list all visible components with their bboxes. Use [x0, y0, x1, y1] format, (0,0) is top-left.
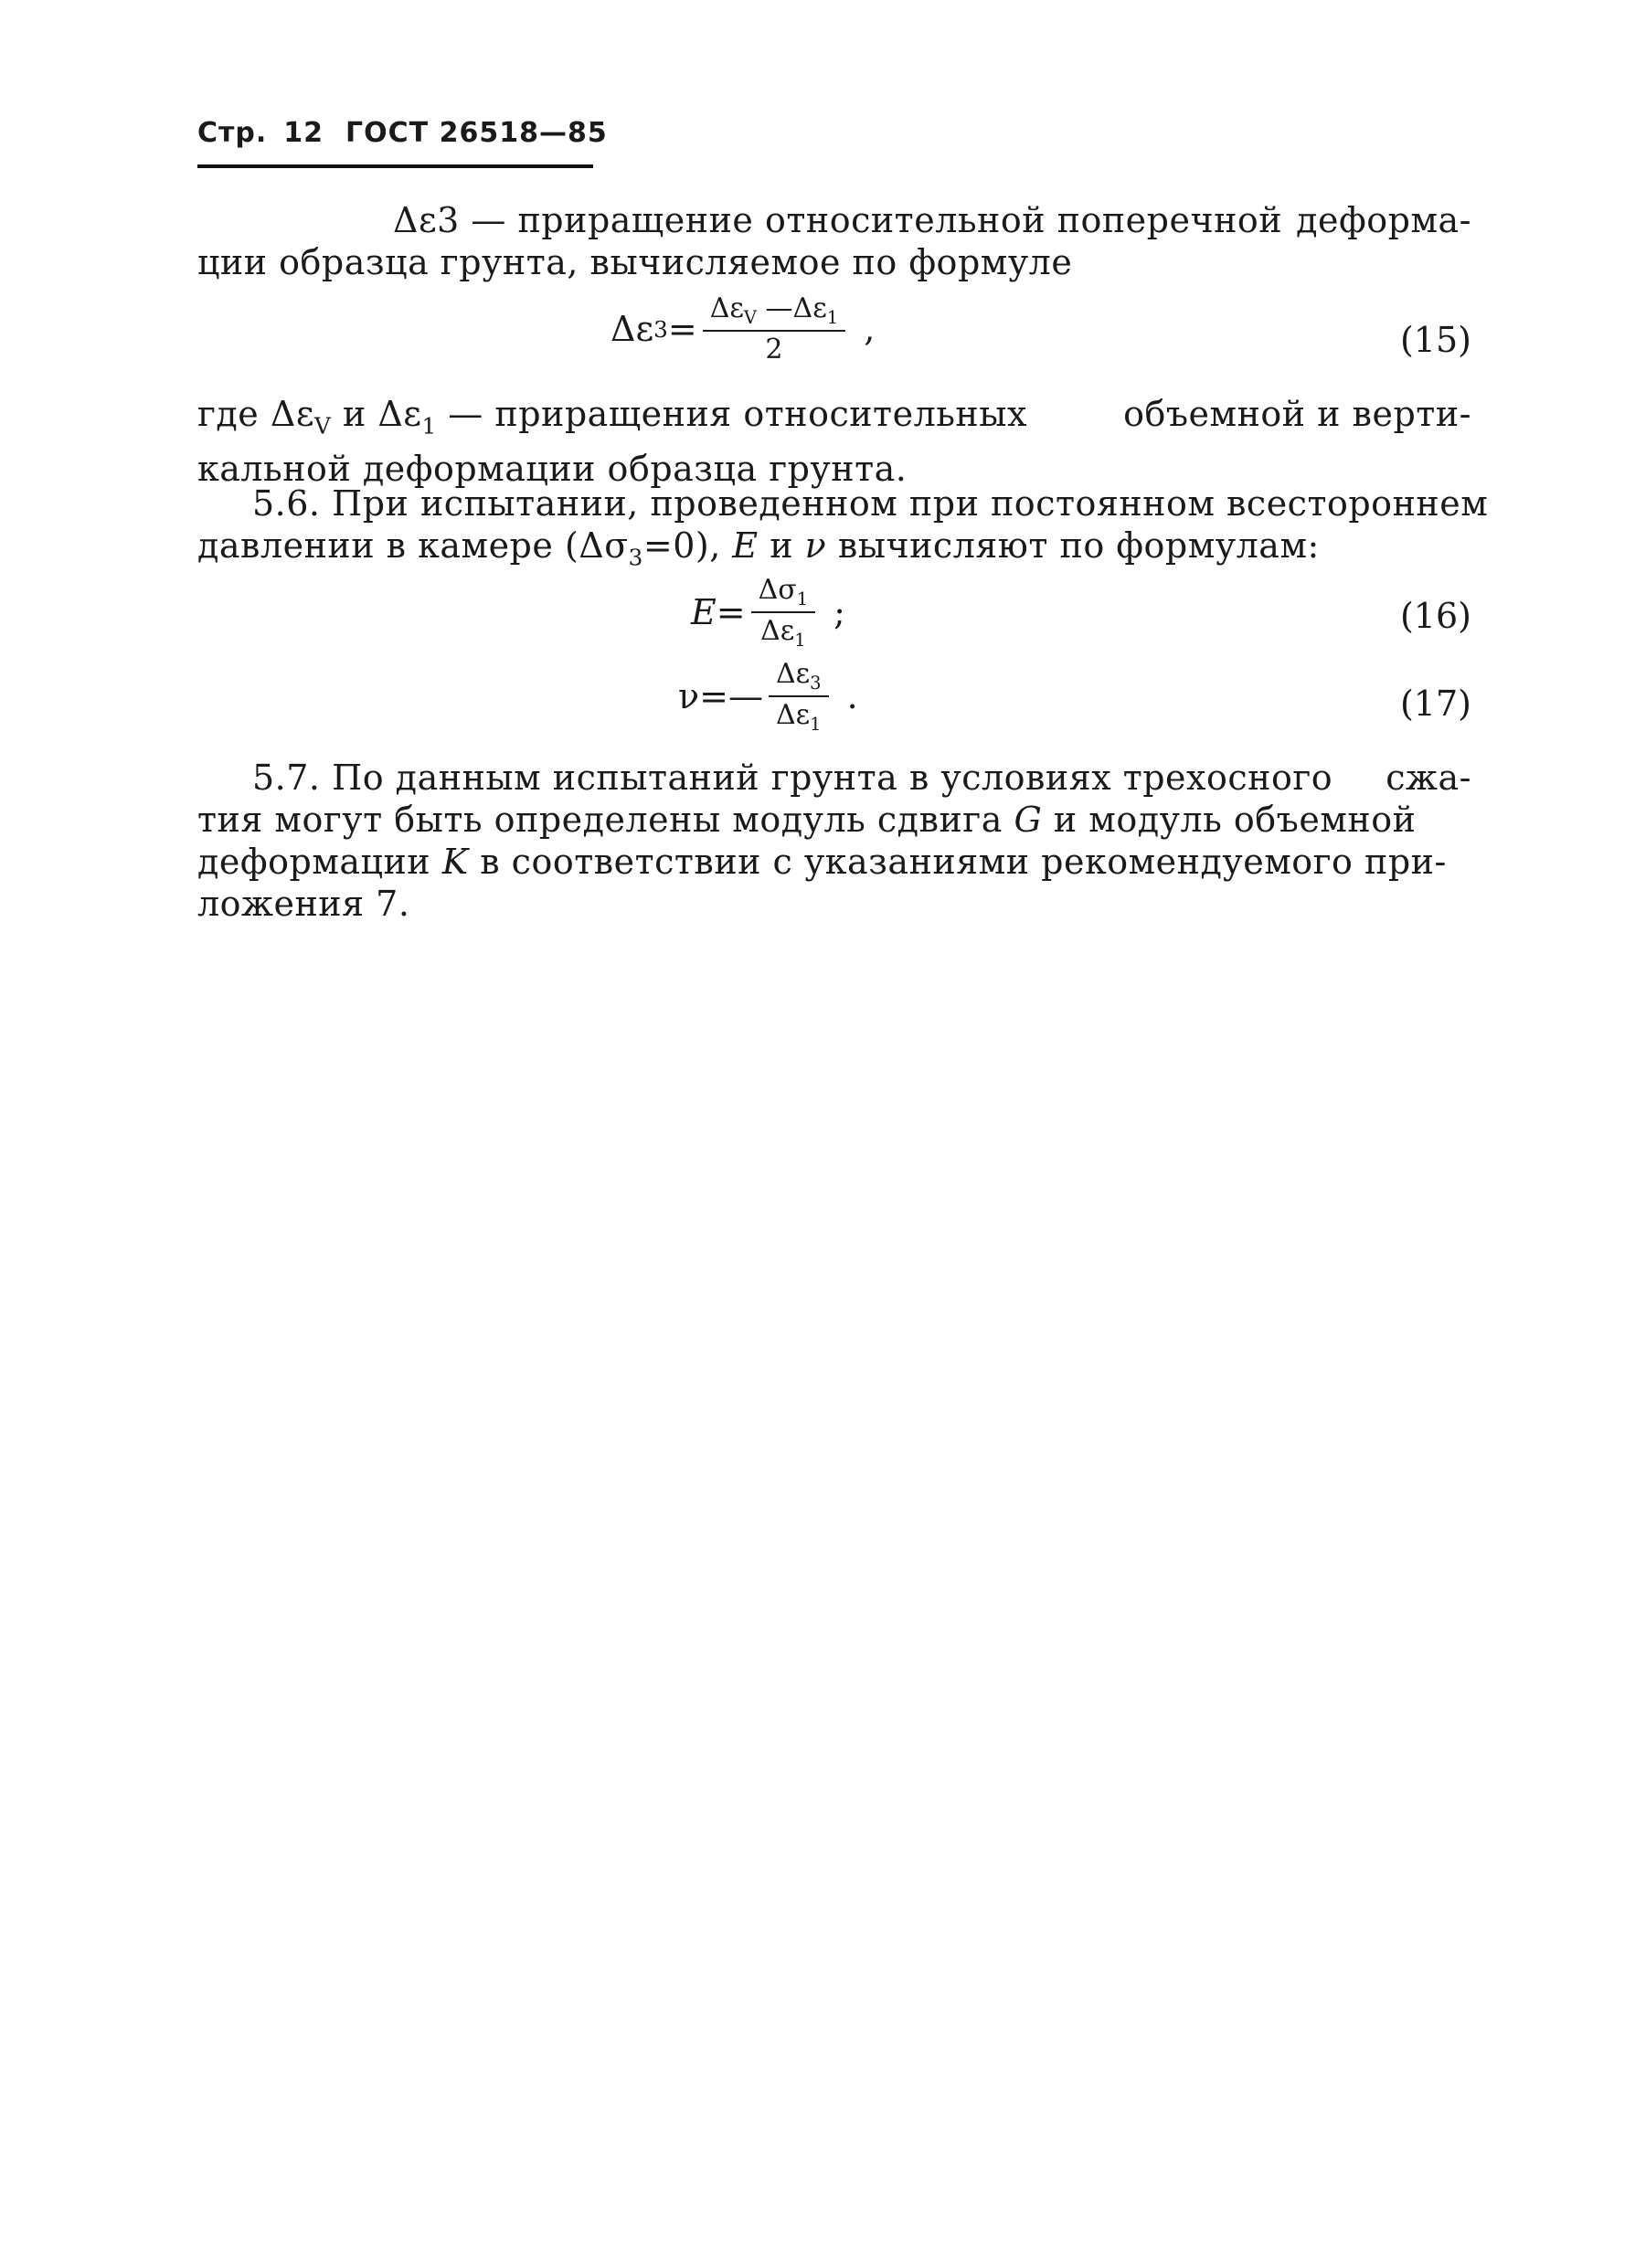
- fraction-bar: [751, 611, 816, 613]
- fraction-bar: [703, 330, 845, 332]
- text-line: давлении в камере $(\Delta\sigma_3=0)$, E и ν вычисляют по формулам:: [197, 525, 1320, 571]
- text-line: где $\Delta\varepsilon_V$ и $\Delta\varepsilon_1$ — приращения относительных объемной и верти-: [197, 394, 1471, 440]
- paragraph-5-6: [197, 482, 1489, 579]
- paragraph-where: [197, 393, 1471, 490]
- text-line: Δε3 — приращение относительной поперечной деформа-: [393, 200, 1471, 240]
- equation-number-15: (15): [1399, 320, 1471, 360]
- formula-17: ν =— $\frac{\Delta\varepsilon_3}{\Delta\varepsilon_1}$ .: [678, 658, 858, 735]
- equation-number-17: (17): [1399, 684, 1471, 724]
- fraction: $\frac{\Delta\varepsilon_V —\Delta\varepsilon_1}{2}$: [703, 292, 845, 366]
- equation-number-16: (16): [1399, 596, 1471, 636]
- paragraph-5-7: [197, 757, 1471, 925]
- equation-17: [197, 658, 1471, 740]
- fraction-bar: [769, 695, 829, 697]
- text-line: ложения 7.: [197, 884, 410, 924]
- standard-number: ГОСТ 26518—85: [345, 117, 608, 149]
- text-line: кальной деформации образца грунта.: [197, 448, 908, 489]
- text-line: тия могут быть определены модуль сдвига G и модуль объемной: [197, 800, 1417, 840]
- page-label: Стр.: [197, 117, 268, 149]
- text-line: 5.7. По данным испытаний грунта в условиях трехосного сжа-: [252, 758, 1471, 798]
- header-rule: [197, 164, 593, 168]
- fraction: $\frac{\Delta\sigma_1}{\Delta\varepsilon_1}$: [751, 574, 816, 651]
- equation-16: [197, 574, 1471, 656]
- fraction: $\frac{\Delta\varepsilon_3}{\Delta\varepsilon_1}$: [769, 658, 829, 735]
- formula-16: E = $\frac{\Delta\sigma_1}{\Delta\varepsilon_1}$ ;: [691, 574, 845, 651]
- paragraph-delta-eps3: [197, 199, 1471, 283]
- text-line: деформации K в соответствии с указаниями рекомендуемого при-: [197, 842, 1447, 882]
- page-header: [197, 117, 608, 149]
- text-line: 5.6. При испытании, проведенном при постоянном всестороннем: [252, 483, 1489, 524]
- formula-15: Δε 3 = $\frac{\Delta\varepsilon_V —\Delta\varepsilon_1}{2}$ ,: [610, 292, 876, 366]
- text-line: ции образца грунта, вычисляемое по формуле: [197, 242, 1073, 282]
- equation-15: [197, 292, 1471, 375]
- page-number: 12: [283, 117, 324, 149]
